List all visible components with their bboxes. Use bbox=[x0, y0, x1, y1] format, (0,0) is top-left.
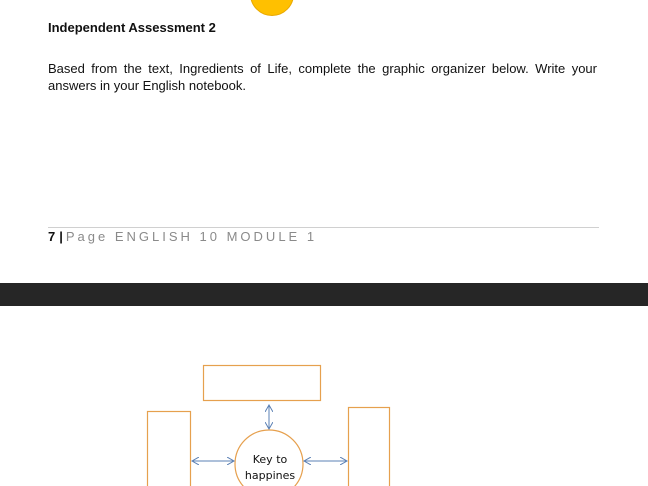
center-label-line-2: happines bbox=[244, 469, 296, 482]
organizer-box-right bbox=[349, 408, 390, 486]
page-footer bbox=[48, 229, 317, 244]
organizer-box-top bbox=[204, 366, 321, 401]
footer-text: Page ENGLISH 10 MODULE 1 bbox=[65, 229, 318, 244]
page-gap bbox=[0, 283, 648, 306]
page-number: 7 bbox=[48, 229, 56, 244]
center-label-line-1: Key to bbox=[252, 453, 288, 466]
footer-separator: | bbox=[59, 229, 63, 244]
instructions-paragraph: Based from the text, Ingredients of Life, complete the graphic organizer below. Write your answers in your English notebook. bbox=[48, 61, 597, 93]
decorative-circle bbox=[250, 0, 294, 16]
section-heading: Independent Assessment 2 bbox=[48, 20, 216, 35]
organizer-box-left bbox=[148, 412, 191, 486]
document-page-8 bbox=[0, 306, 648, 486]
center-label bbox=[238, 452, 302, 484]
graphic-organizer bbox=[0, 306, 648, 486]
footer-divider bbox=[48, 227, 599, 228]
